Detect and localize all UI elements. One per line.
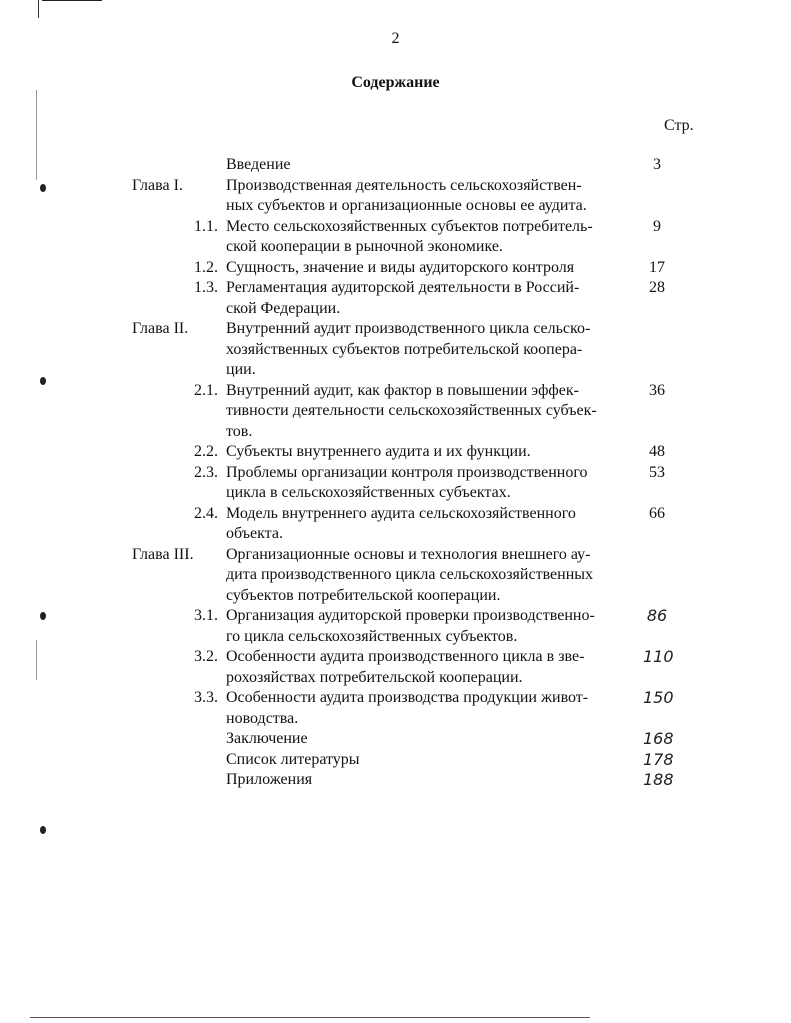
toc-entry-line: Внутренний аудит, как фактор в повышении эффек-	[226, 381, 579, 399]
toc-entry-line: хозяйственных субъектов потребительской коопера-	[226, 340, 583, 358]
toc-entry-page: 178	[643, 749, 674, 769]
binding-hole-mark	[40, 826, 46, 834]
toc-entry	[0, 278, 791, 319]
toc-entry-label: 3.3.	[194, 689, 218, 706]
toc-entry-line: Внутренний аудит производственного цикла сельско-	[226, 320, 591, 337]
toc-entry-label: Глава III.	[132, 545, 194, 563]
toc-entry-page: 48	[649, 443, 665, 460]
toc-entry-text	[226, 442, 631, 463]
toc-entry-page: 3	[653, 156, 661, 173]
toc-entry-line: Сущность, значение и виды аудиторского контроля	[226, 258, 575, 276]
toc-entry-page: 86	[646, 606, 668, 625]
toc-entry	[0, 750, 791, 771]
toc-entry	[0, 463, 791, 504]
scan-top-rule-left	[42, 0, 102, 1]
toc-entry-line: Производственная деятельность сельскохозяйствен-	[226, 176, 582, 194]
page-number: 2	[391, 30, 400, 47]
toc-entry-line: новодства.	[226, 709, 299, 727]
toc-entry-line: цикла в сельскохозяйственных субъектах.	[226, 484, 511, 501]
toc-entry	[0, 176, 791, 217]
toc-entry-line: Регламентация аудиторской деятельности в Россий-	[226, 279, 580, 296]
toc-entry-label: 2.1.	[194, 381, 218, 399]
toc-entry	[0, 319, 791, 381]
toc-entry-line: Место сельскохозяйственных субъектов потребитель-	[226, 217, 593, 235]
toc-entry-line: Модель внутреннего аудита сельскохозяйственного	[226, 504, 576, 522]
toc-entry-line: Введение	[226, 156, 291, 173]
toc-entry-text	[226, 545, 631, 607]
toc-entry-line: тивности деятельности сельскохозяйственных субъек-	[226, 402, 597, 419]
toc-entry	[0, 442, 791, 463]
toc-entry-label: 1.3.	[194, 279, 218, 296]
toc-entry-text	[226, 176, 631, 217]
toc-entry-text	[226, 750, 631, 771]
table-of-contents	[0, 155, 791, 791]
toc-entry-line: Организация аудиторской проверки производственно-	[226, 607, 595, 624]
toc-entry	[0, 647, 791, 688]
toc-entry-line: Организационные основы и технология внешнего ау-	[226, 545, 591, 563]
toc-entry-text	[226, 504, 631, 545]
toc-entry-line: Список литературы	[226, 750, 360, 768]
toc-entry-line: ции.	[226, 361, 256, 378]
page-title: Содержание	[351, 74, 440, 91]
toc-entry-text	[226, 217, 631, 258]
scan-bottom-rule	[30, 1017, 590, 1018]
toc-entry-text	[226, 688, 631, 729]
toc-entry-label: 3.1.	[194, 607, 218, 624]
toc-entry-label: 2.3.	[194, 463, 218, 481]
toc-entry-line: тов.	[226, 422, 253, 440]
toc-entry-label: Глава II.	[132, 320, 189, 337]
toc-entry	[0, 258, 791, 279]
toc-entry-page: 150	[643, 688, 674, 707]
toc-entry-line: Приложения	[226, 771, 313, 788]
toc-entry-text	[226, 155, 631, 176]
toc-entry-line: го цикла сельскохозяйственных субъектов.	[226, 627, 518, 645]
toc-entry-text	[226, 647, 631, 688]
scan-left-edge-mark	[38, 0, 39, 18]
toc-entry	[0, 729, 791, 750]
toc-entry-label: 2.4.	[194, 504, 218, 522]
toc-entry-label: 1.2.	[194, 258, 218, 276]
toc-entry-text	[226, 278, 631, 319]
toc-entry-line: дита производственного цикла сельскохозяйственных	[226, 566, 593, 583]
toc-entry-page: 28	[649, 279, 665, 296]
toc-entry-label: 3.2.	[194, 648, 218, 665]
toc-entry-text	[226, 770, 631, 791]
toc-entry	[0, 155, 791, 176]
toc-entry-page: 110	[643, 647, 674, 666]
toc-entry-page: 36	[649, 381, 665, 399]
toc-entry-page: 9	[653, 217, 661, 235]
toc-entry	[0, 504, 791, 545]
toc-entry	[0, 770, 791, 791]
toc-entry-line: Проблемы организации контроля производственного	[226, 463, 588, 481]
toc-entry-text	[226, 258, 631, 279]
toc-entry-line: рохозяйствах потребительской кооперации.	[226, 668, 523, 686]
toc-entry-text	[226, 463, 631, 504]
toc-entry-page: 168	[643, 729, 674, 748]
toc-entry-line: ской Федерации.	[226, 299, 341, 317]
toc-entry	[0, 217, 791, 258]
toc-entry	[0, 381, 791, 443]
toc-entry-text	[226, 606, 631, 647]
toc-entry-line: Особенности аудита производственного цикла в зве-	[226, 648, 585, 665]
toc-entry-page: 17	[649, 258, 665, 276]
toc-entry-page: 188	[643, 770, 674, 789]
toc-entry-text	[226, 381, 631, 443]
toc-entry-page: 66	[649, 504, 665, 522]
toc-entry-line: Заключение	[226, 730, 308, 747]
toc-entry-line: Субъекты внутреннего аудита и их функции.	[226, 443, 531, 460]
toc-entry-text	[226, 729, 631, 750]
toc-entry-label: Глава I.	[132, 176, 183, 194]
toc-entry-page: 53	[649, 463, 665, 481]
toc-entry-line: ской кооперации в рыночной экономике.	[226, 238, 503, 255]
toc-entry	[0, 606, 791, 647]
toc-entry	[0, 545, 791, 607]
toc-entry-text	[226, 319, 631, 381]
toc-entry-line: субъектов потребительской кооперации.	[226, 586, 501, 604]
page-column-label: Стр.	[664, 117, 694, 134]
toc-entry-line: объекта.	[226, 525, 283, 542]
toc-entry-label: 2.2.	[194, 443, 218, 460]
toc-entry	[0, 688, 791, 729]
toc-entry-line: ных субъектов и организационные основы ее аудита.	[226, 197, 587, 214]
toc-entry-label: 1.1.	[194, 217, 218, 235]
toc-entry-line: Особенности аудита производства продукции живот-	[226, 689, 589, 706]
